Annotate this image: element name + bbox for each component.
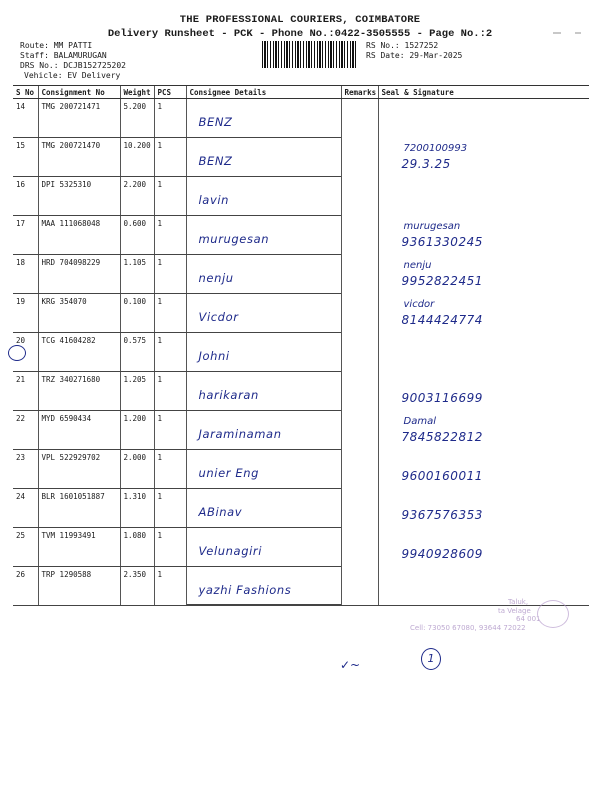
rs-number: RS No.: 1527252 [366,41,439,50]
stamp-text: Taluk, [508,598,529,606]
seal-signature-cell [378,255,589,294]
handwritten-phone: 9940928609 [401,546,483,561]
runsheet-meta-right [366,41,462,61]
consignee-name: nenju [198,270,234,285]
seal-signature-cell [378,294,589,333]
handwritten-signature: 7200100993 [403,142,468,154]
seal-signature-cell [378,411,589,450]
remarks-cell [341,99,378,138]
pieces-count: 1 [154,99,186,138]
handwritten-phone: 9600160011 [401,468,483,483]
handwritten-signature: nenju [403,259,432,271]
serial-number: 25 [13,528,38,567]
weight-value: 10.200 [120,138,154,177]
table-row [13,99,589,138]
column-header: Seal & Signature [378,86,589,99]
remarks-cell [341,567,378,606]
remarks-cell [341,411,378,450]
serial-number: 16 [13,177,38,216]
table-header-row [13,86,589,99]
handwritten-phone: 8144424774 [401,312,483,327]
consignee-details [186,528,341,567]
weight-value: 5.200 [120,99,154,138]
table-row [13,177,589,216]
column-header: Consignment No [38,86,120,99]
consignment-number: MYD 6590434 [38,411,120,450]
weight-value: 2.000 [120,450,154,489]
consignment-number: VPL 522929702 [38,450,120,489]
column-header: S No [13,86,38,99]
serial-number: 20 [13,333,38,372]
rs-date: RS Date: 29-Mar-2025 [366,51,463,60]
remarks-cell [341,372,378,411]
remarks-cell [341,489,378,528]
weight-value: 1.105 [120,255,154,294]
company-title: THE PROFESSIONAL COURIERS, COIMBATORE [179,14,421,26]
vehicle-label: Vehicle: EV Delivery [24,71,121,80]
consignee-details [186,489,341,528]
seal-signature-cell [378,177,589,216]
consignee-name: Jaraminaman [198,426,282,441]
serial-number: 14 [13,99,38,138]
serial-number: 23 [13,450,38,489]
seal-signature-cell [378,450,589,489]
handwritten-circle-mark [8,345,26,361]
consignment-number: TCG 41604282 [38,333,120,372]
staff-label: Staff: BALAMURUGAN [20,51,107,60]
consignee-name: lavin [198,192,230,207]
consignment-number: TMG 200721470 [38,138,120,177]
pieces-count: 1 [154,528,186,567]
consignment-number: TRZ 340271680 [38,372,120,411]
handwritten-signature: vicdor [403,298,435,310]
scan-mark [575,32,581,34]
consignee-details [186,99,341,138]
remarks-cell [341,138,378,177]
table-row [13,138,589,177]
handwritten-phone: 9003116699 [401,390,483,405]
handwritten-phone: 29.3.25 [401,156,451,171]
handwritten-phone: 7845822812 [401,429,483,444]
handwritten-phone: 9367576353 [401,507,483,522]
pieces-count: 1 [154,255,186,294]
pieces-count: 1 [154,489,186,528]
company-stamp [398,598,573,656]
remarks-cell [341,450,378,489]
consignee-details [186,138,341,177]
consignee-name: unier Eng [198,465,259,480]
seal-signature-cell [378,99,589,138]
table-row [13,255,589,294]
weight-value: 2.350 [120,567,154,606]
consignment-number: KRG 354070 [38,294,120,333]
serial-number: 18 [13,255,38,294]
scan-mark [553,32,561,34]
consignee-details [186,255,341,294]
pieces-count: 1 [154,216,186,255]
runsheet-rows [13,99,589,606]
drs-barcode [262,41,358,68]
serial-number: 22 [13,411,38,450]
remarks-cell [341,177,378,216]
weight-value: 0.600 [120,216,154,255]
handwritten-signature: Damal [403,415,436,427]
stamp-seal-icon [537,600,569,628]
consignee-details [186,567,341,606]
consignee-name: yazhi Fashions [198,582,292,597]
pieces-count: 1 [154,138,186,177]
seal-signature-cell [378,528,589,567]
serial-number: 24 [13,489,38,528]
seal-signature-cell [378,333,589,372]
serial-number: 15 [13,138,38,177]
pieces-count: 1 [154,294,186,333]
pieces-count: 1 [154,333,186,372]
consignment-number: MAA 111068048 [38,216,120,255]
stamp-text: 64 001 [516,615,541,623]
pieces-count: 1 [154,567,186,606]
consignee-details [186,216,341,255]
runsheet-table [13,85,589,606]
consignee-name: BENZ [198,115,233,129]
stamp-text: ta Velage [498,606,531,615]
serial-number: 17 [13,216,38,255]
weight-value: 1.200 [120,411,154,450]
drs-number: DRS No.: DCJB152725202 [20,61,126,70]
field-underline [187,604,341,605]
remarks-cell [341,255,378,294]
consignee-details [186,450,341,489]
weight-value: 1.310 [120,489,154,528]
remarks-cell [341,294,378,333]
serial-number: 26 [13,567,38,606]
seal-signature-cell [378,138,589,177]
table-row [13,528,589,567]
table-row [13,411,589,450]
serial-number: 21 [13,372,38,411]
consignee-details [186,177,341,216]
handwritten-phone: 9361330245 [401,234,483,249]
consignee-name: Johni [198,348,230,363]
seal-signature-cell [378,372,589,411]
footer-circled-number: 1 [421,648,441,670]
consignee-name: Vicdor [198,309,239,324]
footer-signature: ✓~ [340,658,361,672]
column-header: Weight [120,86,154,99]
consignee-details [186,411,341,450]
route-label: Route: MM PATTI [20,41,93,50]
table-row [13,294,589,333]
serial-number: 19 [13,294,38,333]
stamp-text: Cell: 73050 67080, 93644 72022 [410,623,526,632]
remarks-cell [341,333,378,372]
weight-value: 0.100 [120,294,154,333]
consignee-name: murugesan [198,231,270,246]
pieces-count: 1 [154,177,186,216]
pieces-count: 1 [154,450,186,489]
handwritten-phone: 9952822451 [401,273,483,288]
table-row [13,450,589,489]
consignee-details [186,372,341,411]
table-row [13,489,589,528]
consignee-name: Velunagiri [198,543,263,558]
consignee-details [186,333,341,372]
runsheet-subtitle: Delivery Runsheet - PCK - Phone No.:0422-3505555 - Page No.:2 [107,28,493,40]
consignment-number: DPI 5325310 [38,177,120,216]
consignment-number: TVM 11993491 [38,528,120,567]
consignment-number: BLR 1601051887 [38,489,120,528]
consignee-details [186,294,341,333]
weight-value: 2.200 [120,177,154,216]
column-header: PCS [154,86,186,99]
seal-signature-cell [378,216,589,255]
remarks-cell [341,216,378,255]
consignee-name: BENZ [198,153,233,168]
table-row [13,333,589,372]
consignee-name: ABinav [198,504,243,519]
weight-value: 1.205 [120,372,154,411]
consignee-name: harikaran [198,387,259,402]
table-row [13,216,589,255]
weight-value: 0.575 [120,333,154,372]
seal-signature-cell [378,489,589,528]
handwritten-signature: murugesan [403,220,461,232]
column-header: Remarks [341,86,378,99]
consignment-number: HRD 704098229 [38,255,120,294]
pieces-count: 1 [154,372,186,411]
table-row [13,372,589,411]
runsheet-meta-left [20,41,126,81]
column-header: Consignee Details [186,86,341,99]
consignment-number: TRP 1290588 [38,567,120,606]
pieces-count: 1 [154,411,186,450]
weight-value: 1.080 [120,528,154,567]
consignment-number: TMG 200721471 [38,99,120,138]
remarks-cell [341,528,378,567]
